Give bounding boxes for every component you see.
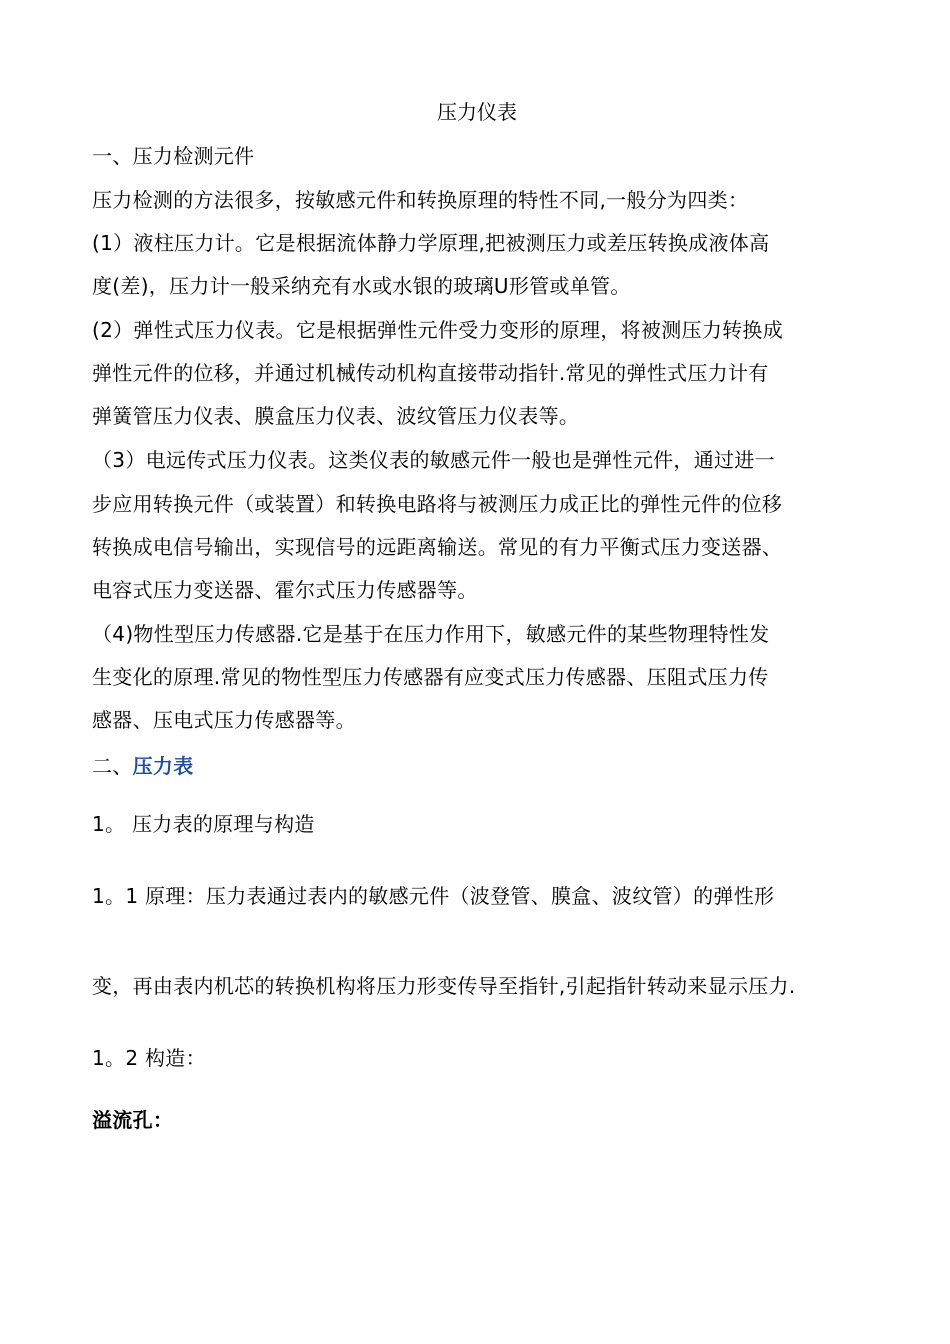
subsection-1-2-heading: 1。2 构造：	[92, 1046, 206, 1070]
p4-line1: （4)物性型压力传感器.它是基于在压力作用下，敏感元件的某些物理特性发	[92, 622, 770, 646]
p1-line1: (1）液柱压力计。它是根据流体静力学原理,把被测压力或差压转换成液体高	[92, 231, 770, 255]
section2-heading	[92, 752, 194, 780]
overflow-hole-label: 溢流孔：	[92, 1108, 174, 1132]
subsection-1-heading: 1。 压力表的原理与构造	[92, 812, 315, 836]
subsection-1-1-line2: 变，再由表内机芯的转换机构将压力形变传导至指针,引起指针转动来显示压力.	[92, 974, 796, 998]
p2-line1: (2）弹性式压力仪表。它是根据弹性元件受力变形的原理，将被测压力转换成	[92, 318, 784, 342]
p1-line2: 度(差)，压力计一般采纳充有水或水银的玻璃U形管或单管。	[92, 274, 631, 298]
p4-line2: 生变化的原理.常见的物性型压力传感器有应变式压力传感器、压阻式压力传	[92, 665, 769, 689]
p3-line1: （3）电远传式压力仪表。这类仪表的敏感元件一般也是弹性元件，通过进一	[92, 448, 775, 472]
p3-line3: 转换成电信号输出，实现信号的远距离输送。常见的有力平衡式压力变送器、	[92, 535, 783, 559]
document-title: 压力仪表	[437, 100, 517, 124]
p2-line3: 弹簧管压力仪表、膜盒压力仪表、波纹管压力仪表等。	[92, 404, 580, 428]
p4-line3: 感器、压电式压力传感器等。	[92, 708, 356, 732]
subsection-1-1-line1: 1。1 原理：压力表通过表内的敏感元件（波登管、膜盒、波纹管）的弹性形	[92, 884, 775, 908]
section2-prefix: 二、	[92, 754, 133, 778]
intro-paragraph: 压力检测的方法很多，按敏感元件和转换原理的特性不同,一般分为四类：	[92, 188, 749, 212]
p3-line2: 步应用转换元件（或装置）和转换电路将与被测压力成正比的弹性元件的位移	[92, 492, 783, 516]
p2-line2: 弹性元件的位移，并通过机械传动机构直接带动指针.常见的弹性式压力计有	[92, 361, 769, 385]
p3-line4: 电容式压力变送器、霍尔式压力传感器等。	[92, 578, 478, 602]
section2-title: 压力表	[132, 754, 194, 778]
section1-heading: 一、压力检测元件	[92, 144, 255, 168]
